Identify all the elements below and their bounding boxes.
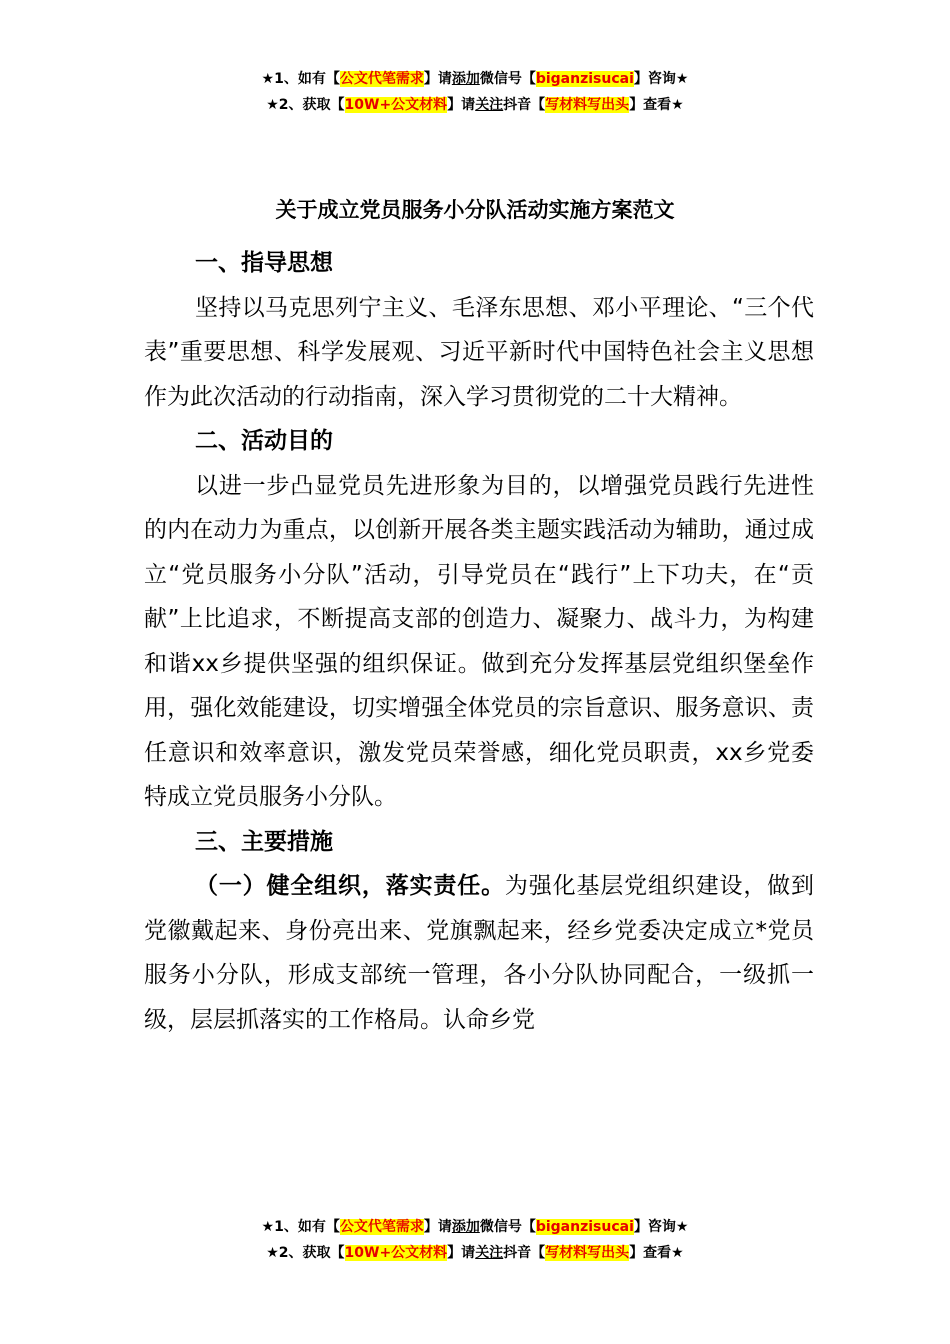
highlight-douyin-account: 写材料写出头 [545, 97, 630, 113]
highlight-writing-service: 公文代笔需求 [339, 1219, 424, 1235]
document-body [144, 241, 814, 1042]
highlight-materials: 10W+公文材料 [344, 1245, 448, 1261]
banner-line-2: ★2、获取【10W+公文材料】请关注抖音【写材料写出头】查看★ [266, 1245, 684, 1261]
subheading-organization: （一）健全组织，落实责任。 [195, 873, 505, 899]
banner-line-1: ★1、如有【公文代笔需求】请添加微信号【biganzisucai】咨询★ [261, 71, 689, 87]
highlight-materials: 10W+公文材料 [344, 97, 448, 113]
section-heading-3: 三、主要措施 [195, 828, 333, 855]
paragraph-main-measures: （一）健全组织，落实责任。为强化基层党组织建设，做到党徽戴起来、身份亮出来、党旗飘起来，经乡党委决定成立*党员服务小分队，形成支部统一管理，各小分队协同配合，一级抓一级，层层抓落实的工作格局。认命乡党 [144, 873, 815, 1033]
highlight-wechat-id: biganzisucai [535, 1219, 634, 1235]
highlight-wechat-id: biganzisucai [535, 71, 634, 87]
highlight-writing-service: 公文代笔需求 [339, 71, 424, 87]
footer-banner [0, 1214, 950, 1266]
header-banner [0, 66, 950, 118]
section-heading-1: 一、指导思想 [195, 250, 333, 276]
highlight-douyin-account: 写材料写出头 [545, 1245, 630, 1261]
document-title: 关于成立党员服务小分队活动实施方案范文 [275, 198, 675, 222]
banner-line-1: ★1、如有【公文代笔需求】请添加微信号【biganzisucai】咨询★ [261, 1219, 689, 1235]
section-heading-2: 二、活动目的 [195, 428, 333, 454]
banner-line-2: ★2、获取【10W+公文材料】请关注抖音【写材料写出头】查看★ [266, 97, 684, 113]
paragraph-activity-purpose: 以进一步凸显党员先进形象为目的，以增强党员践行先进性的内在动力为重点，以创新开展各类主题实践活动为辅助，通过成立“党员服务小分队”活动，引导党员在“践行”上下功夫，在“贡献”上比追求，不断提高支部的创造力、凝聚力、战斗力，为构建和谐xx乡提供坚强的组织保证。做到充分发挥基层党组织堡垒作用，强化效能建设，切实增强全体党员的宗旨意识、服务意识、责任意识和效率意识，激发党员荣誉感，细化党员职责，xx乡党委特成立党员服务小分队。 [144, 472, 814, 810]
paragraph-guiding-thought: 坚持以马克思列宁主义、毛泽东思想、邓小平理论、“三个代表”重要思想、科学发展观、习近平新时代中国特色社会主义思想作为此次活动的行动指南，深入学习贯彻党的二十大精神。 [144, 294, 814, 410]
